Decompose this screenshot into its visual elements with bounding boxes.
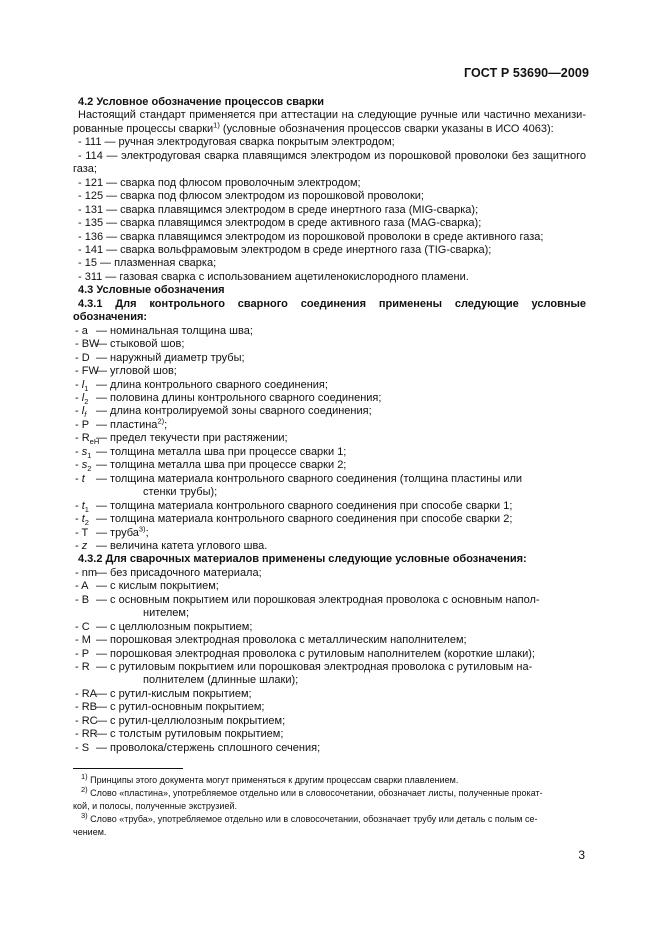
footnote-ref-3[interactable]: 3): [138, 523, 146, 533]
symbol-row: - $s_1$ — толщина металла шва при процессе сварки 1;: [75, 445, 347, 460]
symbol-row: - $l_2$ — половина длины контрольного сварного соединения;: [75, 391, 382, 407]
consumable-row: - R — с рутиловым покрытием или порошковая электродная проволока с рутиловым на-: [75, 661, 533, 674]
consumable-row: - nm — без присадочного материала;: [75, 566, 262, 579]
symbol-row-cont: стенки трубы);: [143, 486, 218, 499]
footnote-ref-1[interactable]: 1): [213, 120, 220, 130]
symbol-row: - P — пластина$^{2)}$;: [75, 416, 168, 431]
process-item: - 136 — сварка плавящимся электродом из порошковой проволоки в среде активного газа;: [78, 230, 544, 243]
consumable-row: - P — порошковая электродная проволока с рутиловым наполнителем (короткие шлаки);: [75, 647, 535, 660]
consumable-row: - RA — с рутил-кислым покрытием;: [75, 687, 252, 700]
weld-symbols-list: [73, 325, 586, 554]
section-4-2-heading: 4.2 Условное обозначение процессов сварки: [78, 96, 325, 108]
symbol-row: - D — наружный диаметр трубы;: [75, 351, 245, 364]
process-item: - 125 — сварка под флюсом электродом из порошковой проволоки;: [78, 190, 424, 203]
page-number: 3: [578, 848, 585, 862]
intro-line-2: рованные процессы сварки$^{1)}$ (условные обозначения процессов сварки указаны в ИСО 4063):: [73, 120, 554, 135]
symbol-row: - t — толщина материала контрольного сварного соединения (толщина пластины или: [75, 472, 523, 485]
footnotes: [73, 774, 586, 839]
consumable-row: - A — с кислым покрытием;: [75, 580, 219, 593]
symbol-row: - $t_1$ — толщина материала контрольного сварного соединения при способе сварки 1;: [75, 499, 513, 514]
symbol-row: - z — величина катета углового шва.: [75, 539, 268, 552]
symbol-row: - a — номинальная толщина шва;: [75, 324, 253, 337]
consumable-row: - RR — с толстым рутиловым покрытием;: [75, 728, 284, 741]
consumable-row: - B — с основным покрытием или порошковая электродная проволока с основным напол-: [75, 593, 540, 606]
process-item: - 15 — плазменная сварка;: [78, 257, 217, 270]
process-item: - 111 — ручная электродуговая сварка покрытым электродом;: [78, 136, 395, 149]
symbol-row: - BW — стыковой шов;: [75, 338, 185, 351]
section-4-3-heading: 4.3 Условные обозначения: [78, 284, 225, 297]
consumable-row: - S — проволока/стержень сплошного сечения;: [75, 741, 321, 754]
footnote-separator: [73, 768, 183, 769]
consumable-row-cont: полнителем (длинные шлаки);: [143, 674, 299, 687]
main-content: [73, 96, 586, 755]
subsection-4-3-2-heading: 4.3.2 Для сварочных материалов применены следующие условные обозначения:: [78, 553, 527, 566]
consumable-row: - RB — с рутил-основным покрытием;: [75, 701, 265, 714]
consumables-list: [73, 567, 586, 755]
intro-line-1: Настоящий стандарт применяется при аттестации на следующие ручные или частично механизи-: [78, 109, 586, 122]
process-item: - 114 — электродуговая сварка плавящимся электродом из порошковой проволоки без защитного: [78, 149, 586, 162]
consumable-row: - M — порошковая электродная проволока с металлическим наполнителем;: [75, 634, 467, 647]
symbol-row: - $s_2$ — толщина металла шва при процессе сварки 2;: [75, 459, 347, 474]
consumable-row-cont: нителем;: [143, 607, 190, 620]
process-list: [73, 136, 586, 284]
footnote-3: $^{3)}$ Слово «труба», употребляемое отдельно или в словосочетании, обозначает трубу или деталь с полым се-: [81, 811, 538, 824]
symbol-row: - $l_1$ — длина контрольного сварного соединения;: [75, 378, 328, 393]
process-item: - 311 — газовая сварка с использованием ацетиленокислородного пламени.: [78, 270, 469, 283]
footnote-ref-2[interactable]: 2): [157, 416, 165, 426]
process-item: - 121 — сварка под флюсом проволочным электродом;: [78, 176, 361, 189]
symbol-row: - FW — угловой шов;: [75, 365, 177, 378]
process-item: - 131 — сварка плавящимся электродом в среде инертного газа (MIG-сварка);: [78, 203, 479, 216]
consumable-row: - RC — с рутил-целлюлозным покрытием;: [75, 714, 286, 727]
symbol-row: - $l_f$ — длина контролируемой зоны сварного соединения;: [75, 405, 372, 420]
subsection-4-3-1-heading-cont: обозначения:: [73, 311, 148, 324]
symbol-row: - $t_2$ — толщина материала контрольного сварного соединения при способе сварки 2;: [75, 513, 513, 528]
subsection-4-3-1-heading: 4.3.1 Для контрольного сварного соединения применены следующие условные: [78, 297, 586, 310]
footnote-2: $^{2)}$ Слово «пластина», употребляемое отдельно или в словосочетании, обозначает листы, полученные прокат-: [81, 785, 543, 798]
symbol-row: - $R_{eH}$ — предел текучести при растяжении;: [75, 432, 288, 447]
footnote-2-cont: кой, и полосы, полученные экструзией.: [73, 801, 237, 811]
process-item: - 141 — сварка вольфрамовым электродом в среде инертного газа (TIG-сварка);: [78, 243, 492, 256]
footnote-3-cont: чением.: [73, 827, 107, 837]
footnote-1: $^{1)}$ Принципы этого документа могут применяться к другим процессам сварки плавлением.: [81, 772, 459, 785]
process-item-cont: газа;: [73, 163, 97, 176]
process-item: - 135 — сварка плавящимся электродом в среде активного газа (MAG-сварка);: [78, 217, 482, 230]
symbol-row: - T — труба$^{3)}$;: [75, 523, 149, 539]
consumable-row: - C — с целлюлозным покрытием;: [75, 620, 253, 633]
document-header: ГОСТ Р 53690—2009: [463, 66, 589, 80]
